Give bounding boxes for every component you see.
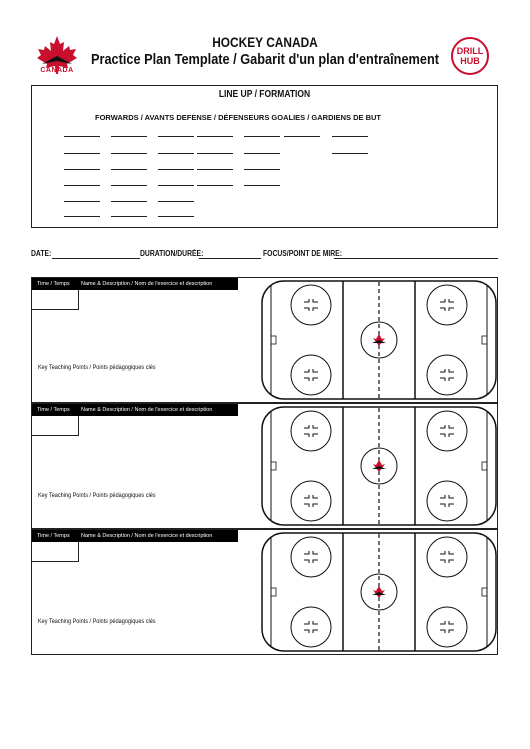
lineup-blank[interactable] xyxy=(64,153,100,154)
drill-hub-badge-icon xyxy=(450,36,490,76)
name-description-header: Name & Description / Nom de l'exercice et description xyxy=(79,404,238,416)
lineup-box xyxy=(31,85,498,228)
drill-hub-text-2: HUB xyxy=(460,56,480,66)
key-teaching-points-label: Key Teaching Points / Points pédagogiques clés xyxy=(38,618,156,625)
lineup-blank[interactable] xyxy=(111,185,147,186)
lineup-blank[interactable] xyxy=(64,185,100,186)
lineup-blank[interactable] xyxy=(111,216,147,217)
lineup-title: LINE UP / FORMATION xyxy=(218,89,311,100)
page-subtitle: Practice Plan Template / Gabarit d'un plan d'entraînement xyxy=(90,51,440,68)
drill-row xyxy=(31,529,498,655)
lineup-blank[interactable] xyxy=(158,136,194,137)
focus-blank[interactable] xyxy=(334,258,498,259)
focus-label: FOCUS/POINT DE MIRE: xyxy=(263,249,342,258)
lineup-blank[interactable] xyxy=(158,185,194,186)
lineup-blank[interactable] xyxy=(244,169,280,170)
lineup-blank[interactable] xyxy=(197,169,233,170)
lineup-blank[interactable] xyxy=(284,136,320,137)
drill-row xyxy=(31,403,498,529)
lineup-blank[interactable] xyxy=(197,153,233,154)
lineup-blank[interactable] xyxy=(111,136,147,137)
name-description-header: Name & Description / Nom de l'exercice et description xyxy=(79,530,238,542)
plan-fields xyxy=(31,249,498,261)
lineup-blank[interactable] xyxy=(64,136,100,137)
brand-wordmark: CANADA xyxy=(40,67,74,74)
time-input-box[interactable] xyxy=(32,416,79,436)
lineup-blank[interactable] xyxy=(332,136,368,137)
name-description-header: Name & Description / Nom de l'exercice et description xyxy=(79,278,238,290)
page-title: HOCKEY CANADA xyxy=(212,34,318,50)
lineup-blank[interactable] xyxy=(111,169,147,170)
lineup-blank[interactable] xyxy=(158,216,194,217)
lineup-blank[interactable] xyxy=(158,201,194,202)
lineup-blank[interactable] xyxy=(64,201,100,202)
hockey-rink-diagram xyxy=(261,406,497,526)
time-header: Time / Temps xyxy=(32,530,79,542)
lineup-blank[interactable] xyxy=(64,169,100,170)
time-header: Time / Temps xyxy=(32,404,79,416)
drill-hub-text-1: DRILL xyxy=(456,46,484,56)
hockey-rink-diagram xyxy=(261,280,497,400)
drill-row xyxy=(31,277,498,403)
key-teaching-points-label: Key Teaching Points / Points pédagogiques clés xyxy=(38,364,156,371)
lineup-blank[interactable] xyxy=(111,153,147,154)
lineup-blank[interactable] xyxy=(244,153,280,154)
lineup-blank[interactable] xyxy=(332,153,368,154)
key-teaching-points-label: Key Teaching Points / Points pédagogiques clés xyxy=(38,492,156,499)
duration-label: DURATION/DURÉE: xyxy=(140,249,204,258)
time-header: Time / Temps xyxy=(32,278,79,290)
time-input-box[interactable] xyxy=(32,542,79,562)
lineup-blank[interactable] xyxy=(244,185,280,186)
lineup-blank[interactable] xyxy=(244,136,280,137)
lineup-roles: FORWARDS / AVANTS DEFENSE / DÉFENSEURS GOALIES / GARDIENS DE BUT xyxy=(95,113,381,122)
hockey-rink-diagram xyxy=(261,532,497,652)
time-input-box[interactable] xyxy=(32,290,79,310)
lineup-blank[interactable] xyxy=(197,136,233,137)
lineup-blank[interactable] xyxy=(64,216,100,217)
lineup-blank[interactable] xyxy=(158,169,194,170)
duration-blank[interactable] xyxy=(199,258,261,259)
lineup-blank[interactable] xyxy=(111,201,147,202)
lineup-blank[interactable] xyxy=(158,153,194,154)
lineup-blank[interactable] xyxy=(197,185,233,186)
date-label: DATE: xyxy=(31,249,52,258)
date-blank[interactable] xyxy=(52,258,140,259)
